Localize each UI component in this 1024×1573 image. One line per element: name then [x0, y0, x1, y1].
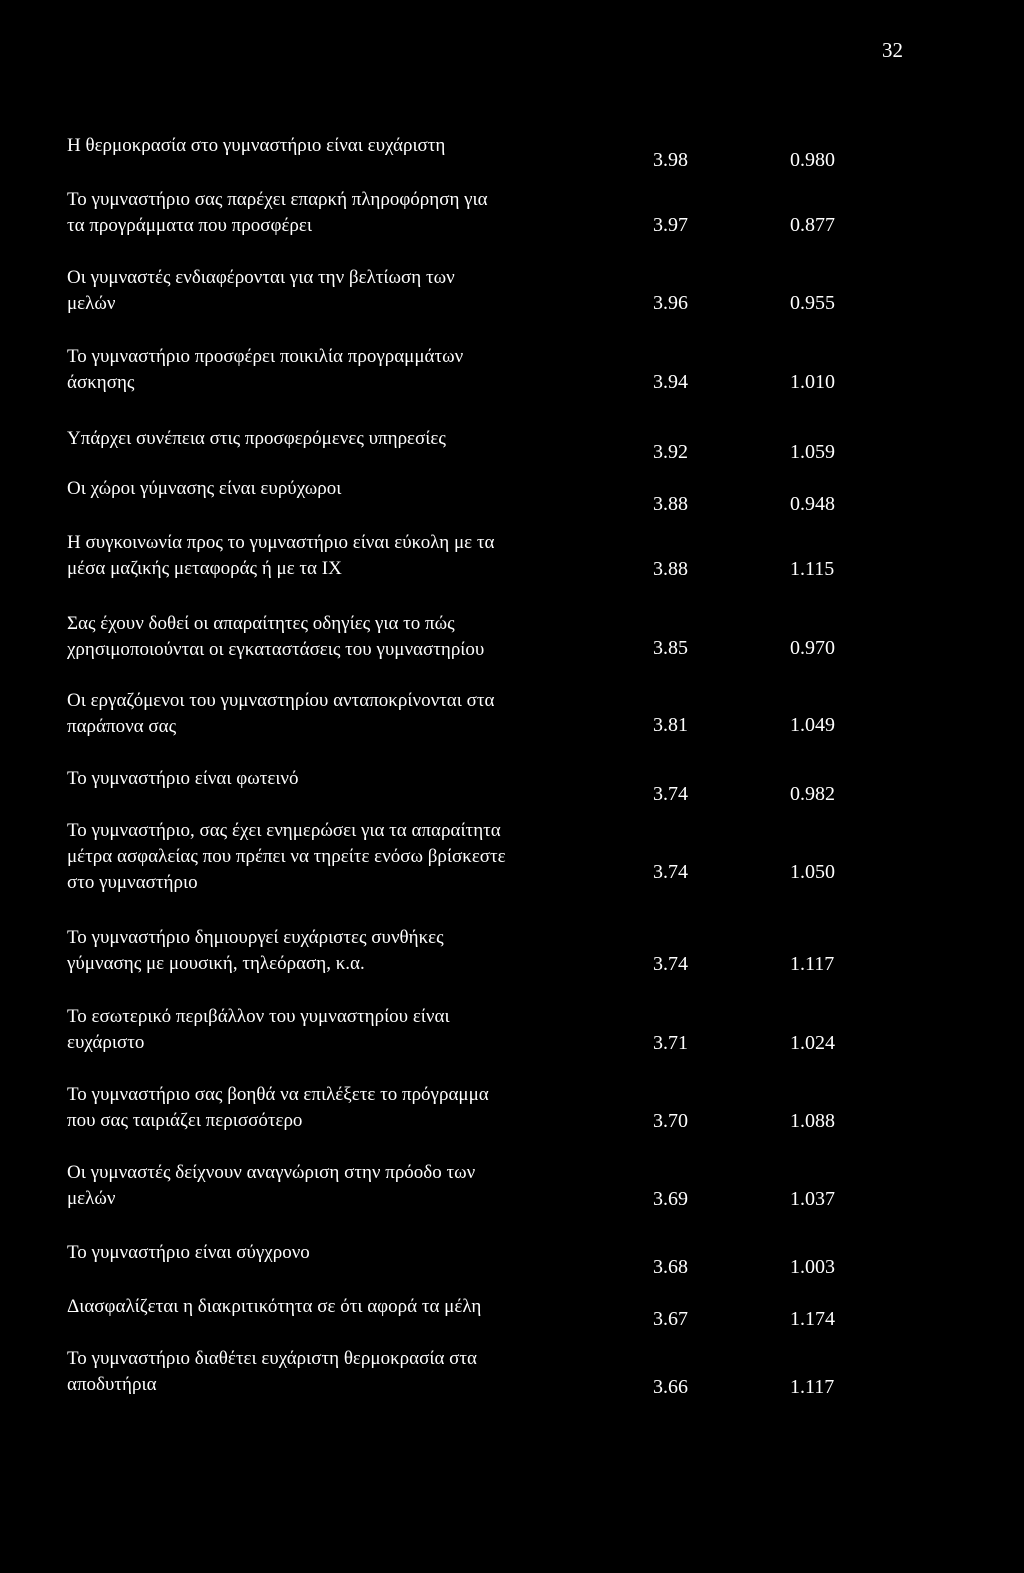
item-statement-line: παράπονα σας — [67, 716, 177, 737]
mean-value: 3.98 — [653, 149, 688, 171]
item-statement-line: Το εσωτερικό περιβάλλον του γυμναστηρίου είναι — [67, 1006, 450, 1027]
item-statement — [67, 688, 627, 740]
item-statement-line: Υπάρχει συνέπεια στις προσφερόμενες υπηρεσίες — [67, 428, 446, 449]
item-statement — [67, 476, 627, 502]
sd-value: 1.003 — [790, 1256, 835, 1278]
item-statement — [67, 530, 627, 582]
mean-value: 3.66 — [653, 1376, 688, 1398]
mean-value: 3.71 — [653, 1032, 688, 1054]
mean-value: 3.85 — [653, 637, 688, 659]
sd-value: 1.059 — [790, 441, 835, 463]
sd-value: 1.024 — [790, 1032, 835, 1054]
mean-value: 3.74 — [653, 953, 688, 975]
mean-value: 3.69 — [653, 1188, 688, 1210]
sd-value: 0.877 — [790, 214, 835, 236]
item-statement — [67, 426, 627, 452]
sd-value: 0.980 — [790, 149, 835, 171]
item-statement-line: Το γυμναστήριο δημιουργεί ευχάριστες συνθήκες — [67, 927, 444, 948]
sd-value: 1.010 — [790, 371, 835, 393]
item-statement-line: ευχάριστο — [67, 1032, 145, 1053]
item-statement-line: μέτρα ασφαλείας που πρέπει να τηρείτε ενόσω βρίσκεστε — [67, 846, 506, 867]
item-statement-line: Το γυμναστήριο σας παρέχει επαρκή πληροφόρηση για — [67, 189, 488, 210]
sd-value: 1.050 — [790, 861, 835, 883]
item-statement-line: μελών — [67, 1188, 116, 1209]
item-statement-line: Οι γυμναστές ενδιαφέρονται για την βελτίωση των — [67, 267, 455, 288]
item-statement-line: που σας ταιριάζει περισσότερο — [67, 1110, 303, 1131]
item-statement-line: Το γυμναστήριο διαθέτει ευχάριστη θερμοκρασία στα — [67, 1348, 477, 1369]
item-statement-line: τα προγράμματα που προσφέρει — [67, 215, 312, 236]
sd-value: 1.088 — [790, 1110, 835, 1132]
item-statement-line: Το γυμναστήριο, σας έχει ενημερώσει για τα απαραίτητα — [67, 820, 501, 841]
item-statement-line: μελών — [67, 293, 116, 314]
item-statement-line: γύμνασης με μουσική, τηλεόραση, κ.α. — [67, 953, 365, 974]
item-statement-line: μέσα μαζικής μεταφοράς ή με τα ΙΧ — [67, 558, 342, 579]
mean-value: 3.92 — [653, 441, 688, 463]
sd-value: 1.174 — [790, 1308, 835, 1330]
item-statement — [67, 1004, 627, 1056]
item-statement — [67, 133, 627, 159]
sd-value: 1.117 — [790, 1376, 835, 1398]
item-statement-line: χρησιμοποιούνται οι εγκαταστάσεις του γυμναστηρίου — [67, 639, 485, 660]
item-statement-line: Σας έχουν δοθεί οι απαραίτητες οδηγίες για το πώς — [67, 613, 455, 634]
item-statement-line: Οι χώροι γύμνασης είναι ευρύχωροι — [67, 478, 342, 499]
item-statement — [67, 611, 627, 663]
item-statement-line: Η θερμοκρασία στο γυμναστήριο είναι ευχάριστη — [67, 135, 446, 156]
item-statement-line: αποδυτήρια — [67, 1374, 157, 1395]
item-statement-line: άσκησης — [67, 372, 135, 393]
sd-value: 0.948 — [790, 493, 835, 515]
item-statement — [67, 1160, 627, 1212]
mean-value: 3.94 — [653, 371, 688, 393]
item-statement-line: Το γυμναστήριο προσφέρει ποικιλία προγραμμάτων — [67, 346, 464, 367]
mean-value: 3.88 — [653, 493, 688, 515]
item-statement — [67, 344, 627, 396]
item-statement-line: Οι γυμναστές δείχνουν αναγνώριση στην πρόοδο των — [67, 1162, 476, 1183]
item-statement-line: Το γυμναστήριο είναι σύγχρονο — [67, 1242, 310, 1263]
mean-value: 3.70 — [653, 1110, 688, 1132]
item-statement — [67, 818, 627, 896]
item-statement-line: Το γυμναστήριο είναι φωτεινό — [67, 768, 299, 789]
mean-value: 3.96 — [653, 292, 688, 314]
mean-value: 3.67 — [653, 1308, 688, 1330]
item-statement — [67, 1082, 627, 1134]
sd-value: 1.117 — [790, 953, 835, 975]
item-statement-line: Η συγκοινωνία προς το γυμναστήριο είναι εύκολη με τα — [67, 532, 495, 553]
item-statement — [67, 766, 627, 792]
item-statement — [67, 1240, 627, 1266]
item-statement-line: Το γυμναστήριο σας βοηθά να επιλέξετε το πρόγραμμα — [67, 1084, 489, 1105]
item-statement — [67, 265, 627, 317]
item-statement — [67, 1346, 627, 1398]
page-number: 32 — [882, 38, 903, 62]
mean-value: 3.88 — [653, 558, 688, 580]
item-statement — [67, 1294, 627, 1320]
item-statement-line: στο γυμναστήριο — [67, 872, 198, 893]
mean-value: 3.97 — [653, 214, 688, 236]
sd-value: 0.955 — [790, 292, 835, 314]
mean-value: 3.81 — [653, 714, 688, 736]
item-statement-line: Διασφαλίζεται η διακριτικότητα σε ότι αφορά τα μέλη — [67, 1296, 482, 1317]
sd-value: 1.049 — [790, 714, 835, 736]
sd-value: 1.037 — [790, 1188, 835, 1210]
mean-value: 3.74 — [653, 783, 688, 805]
sd-value: 0.982 — [790, 783, 835, 805]
item-statement — [67, 925, 627, 977]
item-statement — [67, 187, 627, 239]
mean-value: 3.68 — [653, 1256, 688, 1278]
item-statement-line: Οι εργαζόμενοι του γυμναστηρίου ανταποκρίνονται στα — [67, 690, 495, 711]
sd-value: 1.115 — [790, 558, 835, 580]
sd-value: 0.970 — [790, 637, 835, 659]
mean-value: 3.74 — [653, 861, 688, 883]
